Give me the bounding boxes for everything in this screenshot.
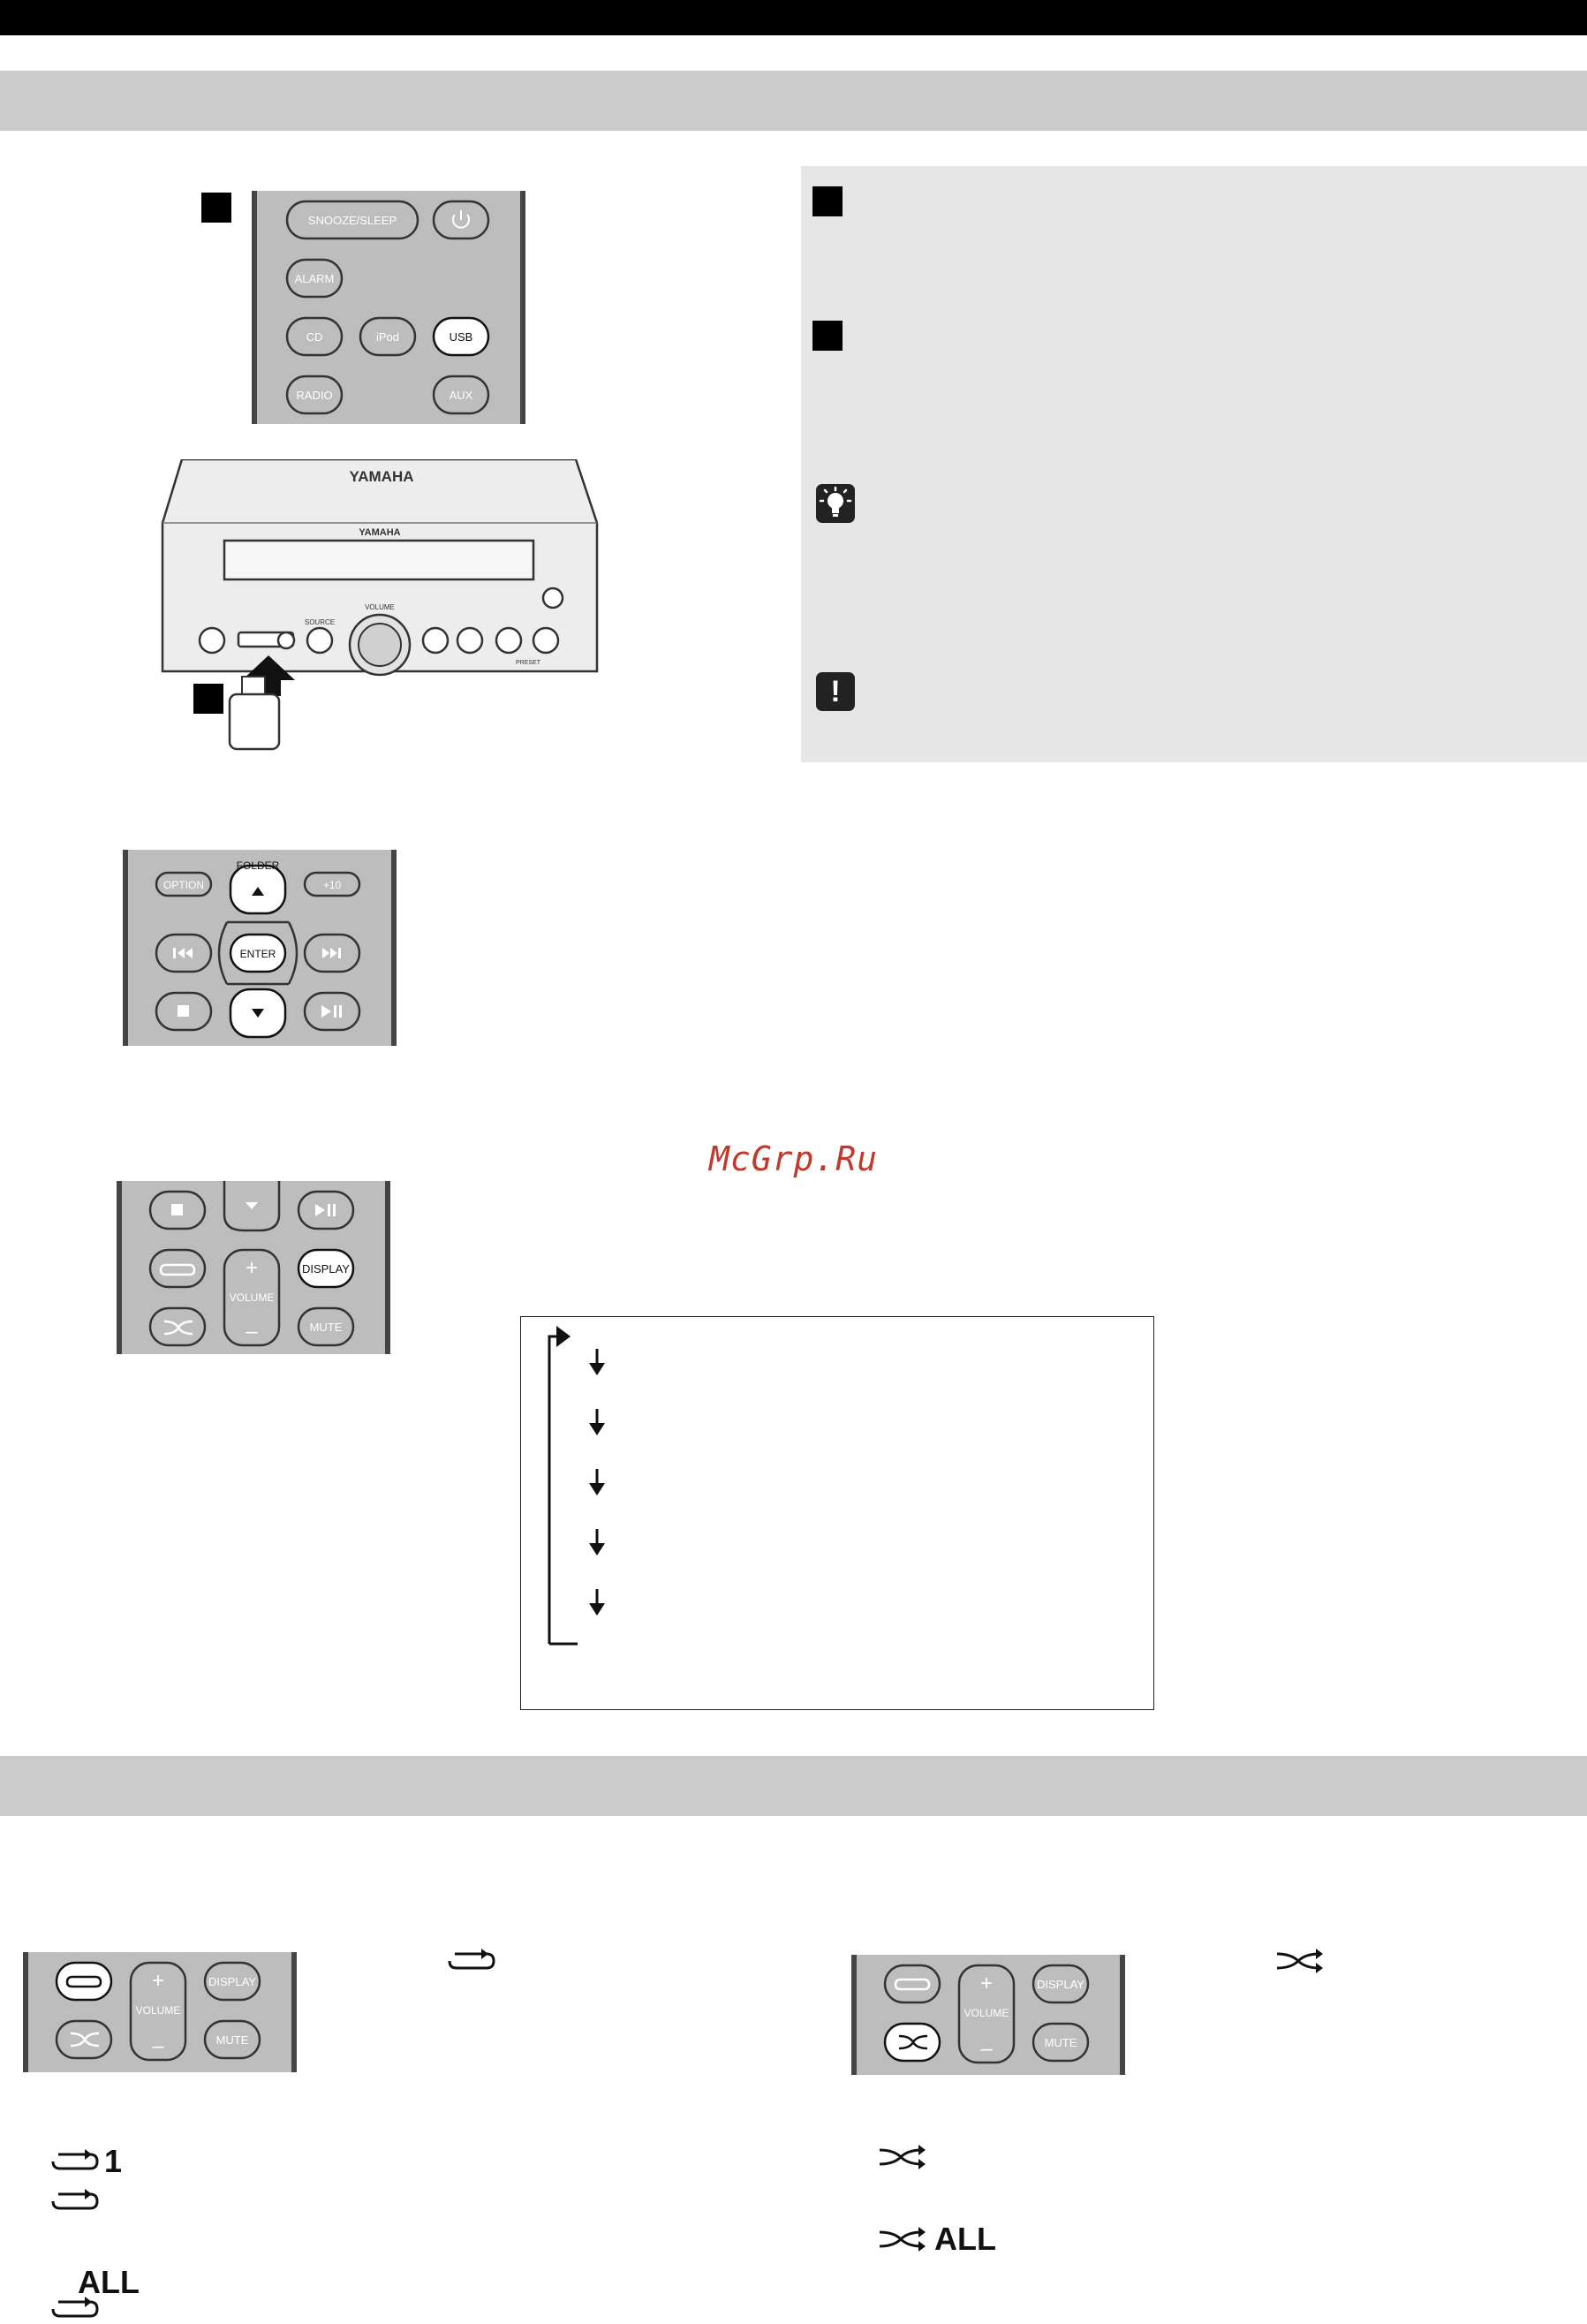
step-square-icon	[812, 186, 843, 216]
eject-button[interactable]	[543, 588, 563, 608]
mute-label: MUTE	[215, 2033, 249, 2047]
enter-label: ENTER	[239, 948, 276, 960]
section-band-bottom	[0, 1756, 1587, 1816]
main-unit-illustration	[157, 459, 602, 751]
volume-minus-icon: –	[246, 1320, 258, 1344]
display-label: DISPLAY	[1037, 1978, 1084, 1991]
caution-icon: !	[816, 672, 855, 711]
shuffle-all-label: ALL	[934, 2221, 996, 2257]
mute-label: MUTE	[309, 1321, 343, 1334]
repeat-all-label: ALL	[78, 2264, 140, 2300]
remote-shuffle	[851, 1955, 1125, 2075]
alarm-label: ALARM	[294, 272, 335, 285]
play-pause-button[interactable]	[423, 628, 448, 653]
info-panel	[801, 166, 1587, 762]
volume-plus-icon: +	[245, 1256, 259, 1280]
phones-jack[interactable]	[278, 632, 294, 648]
aux-label: AUX	[449, 389, 473, 402]
shuffle-all-symbol	[878, 2221, 996, 2258]
repeat-folder-symbol	[49, 2189, 101, 2214]
tip-bulb-icon	[816, 484, 855, 523]
volume-label: VOLUME	[365, 603, 395, 611]
volume-minus-icon: –	[980, 2037, 993, 2061]
repeat-icon	[49, 2149, 101, 2174]
section-band-top	[0, 71, 1587, 131]
remote-display	[117, 1181, 390, 1354]
repeat-button[interactable]	[57, 1963, 111, 2000]
next-button[interactable]	[533, 628, 558, 653]
usb-label: USB	[449, 330, 473, 344]
prev-button[interactable]	[496, 628, 521, 653]
step-square-icon	[812, 321, 843, 351]
remote-navigation	[123, 850, 397, 1046]
cd-label: CD	[306, 330, 323, 344]
unit-power-button[interactable]	[200, 628, 224, 653]
display-label: DISPLAY	[208, 1975, 256, 1988]
volume-label: VOLUME	[229, 1291, 275, 1304]
display-cycle-box	[520, 1316, 1154, 1710]
repeat-icon	[49, 2297, 101, 2321]
repeat-one-label: 1	[104, 2143, 123, 2179]
ipod-label: iPod	[375, 330, 400, 344]
display-label: DISPLAY	[302, 1262, 350, 1276]
volume-label: VOLUME	[135, 2004, 181, 2017]
stop-button[interactable]	[457, 628, 482, 653]
shuffle-icon	[878, 2145, 929, 2169]
watermark: McGrp.Ru	[708, 1139, 879, 1178]
volume-plus-icon: +	[979, 1972, 994, 1995]
repeat-all-symbol	[49, 2297, 101, 2321]
stop-icon	[171, 1204, 183, 1215]
plus10-label: +10	[322, 879, 342, 891]
repeat-one-symbol	[49, 2143, 122, 2180]
preset-label: PRESET	[515, 660, 541, 666]
down-arrow-icon	[589, 1349, 605, 1616]
unit-brand: YAMAHA	[359, 527, 401, 538]
mute-label: MUTE	[1044, 2036, 1077, 2049]
volume-plus-icon: +	[151, 1969, 165, 1993]
stop-icon	[178, 1005, 189, 1017]
shuffle-icon	[878, 2227, 929, 2252]
volume-minus-icon: –	[152, 2034, 164, 2058]
radio-label: RADIO	[296, 389, 333, 402]
source-label: SOURCE	[304, 618, 336, 626]
step-square-icon	[201, 193, 231, 223]
remote-source-buttons	[252, 191, 525, 424]
source-button[interactable]	[307, 628, 332, 653]
shuffle-folder-symbol	[878, 2145, 929, 2169]
option-label: OPTION	[162, 879, 205, 891]
snooze-sleep-label: SNOOZE/SLEEP	[307, 214, 397, 227]
header-bar	[0, 0, 1587, 35]
shuffle-icon	[1275, 1949, 1326, 1973]
volume-label: VOLUME	[964, 2007, 1009, 2019]
repeat-icon	[446, 1949, 497, 1973]
repeat-icon	[49, 2189, 101, 2214]
remote-repeat	[23, 1952, 297, 2072]
folder-label: FOLDER	[236, 859, 280, 872]
dock-brand: YAMAHA	[349, 468, 414, 485]
loop-start-arrow-icon	[556, 1326, 571, 1347]
